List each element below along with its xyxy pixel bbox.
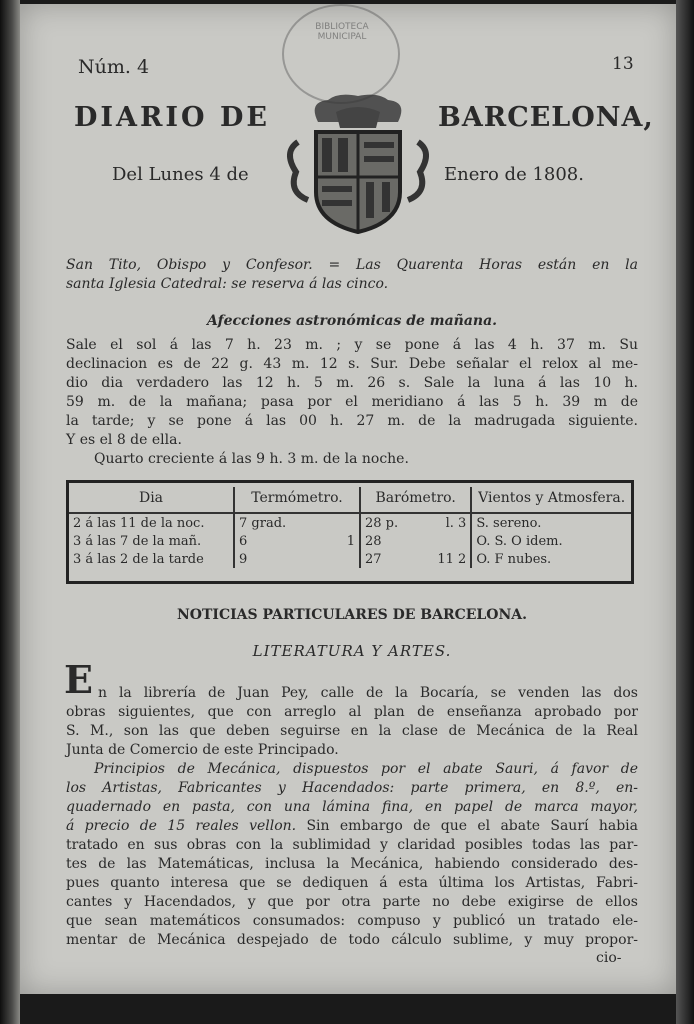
- cell-vientos: O. F nubes.: [476, 551, 552, 567]
- table-row: [69, 513, 631, 532]
- date-left: Del Lunes 4 de: [112, 164, 249, 185]
- closing-line: cantes y Hacendados, y que por otra parte no debe exigirse de ellos: [66, 894, 638, 910]
- precio-line: [66, 817, 638, 836]
- cell-barometro-lines: l. 3: [419, 513, 472, 532]
- table-row: [69, 532, 631, 550]
- closing-line: mentar de Mecánica despejado de todo cálculo sublime, y muy propor-: [66, 932, 638, 948]
- principios-line: Principios de Mecánica, dispuestos por el abate Sauri, á favor de: [94, 761, 638, 777]
- cell-termometro: 7 grad.: [239, 515, 287, 531]
- header-termometro: Termómetro.: [234, 487, 360, 513]
- cell-barometro: 27: [365, 551, 382, 567]
- cell-termometro: 9: [239, 551, 248, 567]
- section-heading: LITERATURA Y ARTES.: [252, 642, 452, 660]
- issue-number: Núm. 4: [78, 56, 150, 78]
- principios-line: quadernado en pasta, con una lámina fina, en papel de marca mayor,: [66, 799, 638, 815]
- article-line: Junta de Comercio de este Principado.: [66, 742, 339, 758]
- page-number: 13: [612, 54, 634, 74]
- article-line: S. M., son las que deben seguirse en la clase de Mecánica de la Real: [66, 723, 638, 739]
- quarter-line: Quarto creciente á las 9 h. 3 m. de la noche.: [94, 451, 409, 467]
- closing-line: tratado en sus obras con la sublimidad y claridad posibles todas las par-: [66, 837, 638, 853]
- closing-line: tes de las Matemáticas, inclusa la Mecánica, habiendo considerado des-: [66, 856, 638, 872]
- header-dia: Dia: [69, 487, 234, 513]
- cell-vientos: O. S. O idem.: [476, 533, 563, 549]
- coat-of-arms-icon: [278, 82, 438, 242]
- masthead-title-left: DIARIO DE: [74, 102, 270, 133]
- cell-barometro: 28: [365, 533, 382, 549]
- weather-table: [66, 480, 634, 584]
- closing-line: pues quanto interesa que se dediquen á esta última los Artistas, Fabri-: [66, 875, 638, 891]
- cell-barometro-lines: [419, 532, 472, 550]
- cell-dia: 2 á las 11 de la noc.: [69, 513, 234, 532]
- astro-line: 59 m. de la mañana; pasa por el meridiano á las 5 h. 39 m de: [66, 394, 638, 410]
- header-vientos: Vientos y Atmosfera.: [471, 487, 631, 513]
- news-heading: NOTICIAS PARTICULARES DE BARCELONA.: [177, 607, 527, 623]
- newspaper-page: [20, 4, 676, 994]
- closing-line: que sean matemáticos consumados: compuso y publicó un tratado ele-: [66, 913, 638, 929]
- principios-line: los Artistas, Fabricantes y Hacendados: parte primera, en 8.º, en-: [66, 780, 638, 796]
- cell-barometro-lines: 11 2: [419, 550, 472, 568]
- saint-line-2: santa Iglesia Catedral: se reserva á las cinco.: [66, 276, 389, 292]
- precio-italic: á precio de 15 reales vellon.: [66, 818, 297, 834]
- precio-rest: Sin embargo de que el abate Saurí habia: [306, 818, 638, 834]
- astro-line: Y es el 8 de ella.: [66, 432, 182, 448]
- cell-termometro-extra: 1: [330, 532, 360, 550]
- page-edge-shadow: [676, 0, 694, 1024]
- cell-barometro: 28 p.: [365, 515, 399, 531]
- astro-line: Sale el sol á las 7 h. 23 m. ; y se pone á las 4 h. 37 m. Su: [66, 337, 638, 353]
- cell-vientos: S. sereno.: [476, 515, 542, 531]
- drop-cap: E: [64, 657, 93, 702]
- cell-dia: 3 á las 2 de la tarde: [69, 550, 234, 568]
- table-row: [69, 550, 631, 568]
- header-barometro: Barómetro.: [360, 487, 471, 513]
- cell-termometro-extra: [330, 550, 360, 568]
- library-stamp-text: BIBLIOTECA MUNICIPAL: [315, 22, 369, 42]
- astro-heading: Afecciones astronómicas de mañana.: [206, 313, 498, 329]
- book-spine: [0, 0, 20, 1024]
- astro-line: dio dia verdadero las 12 h. 5 m. 26 s. Sale la luna á las 10 h.: [66, 375, 638, 391]
- astro-line: la tarde; y se pone á las 00 h. 27 m. de la madrugada siguiente.: [66, 413, 638, 429]
- cell-dia: 3 á las 7 de la mañ.: [69, 532, 234, 550]
- article-line: n la librería de Juan Pey, calle de la Bocaría, se venden las dos: [98, 685, 638, 701]
- date-right: Enero de 1808.: [444, 164, 584, 185]
- cell-termometro: 6: [239, 533, 248, 549]
- catchword: cio-: [596, 950, 622, 966]
- article-line: obras siguientes, que con arreglo al plan de enseñanza aprobado por: [66, 704, 638, 720]
- saint-line-1: San Tito, Obispo y Confesor. = Las Quarenta Horas están en la: [66, 257, 638, 273]
- masthead-title-right: BARCELONA,: [438, 102, 654, 133]
- cell-termometro-extra: [330, 513, 360, 532]
- astro-line: declinacion es de 22 g. 43 m. 12 s. Sur. Debe señalar el relox al me-: [66, 356, 638, 372]
